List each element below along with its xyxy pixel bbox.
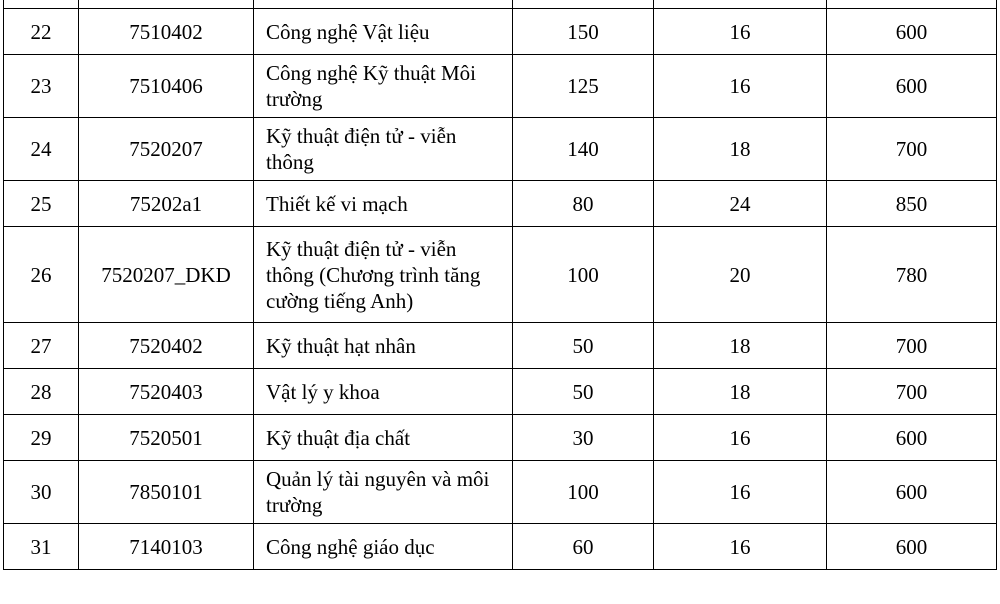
table-row <box>4 227 997 323</box>
cell-major-name: Kỹ thuật điện tử - viễn thông (Chương trình tăng cường tiếng Anh) <box>254 227 513 323</box>
cell-quota: 140 <box>513 118 654 181</box>
cell-min-score: 16 <box>654 55 827 118</box>
cell-stt: 31 <box>4 524 79 570</box>
cell-tuition: 700 <box>827 369 997 415</box>
table-row <box>4 415 997 461</box>
cell-tuition: 700 <box>827 323 997 369</box>
cell-min-score: 16 <box>654 461 827 524</box>
cell-code: 7520501 <box>79 415 254 461</box>
cell-quota: 80 <box>513 181 654 227</box>
table-row <box>4 524 997 570</box>
cell-stt: 29 <box>4 415 79 461</box>
cell-min-score: 18 <box>654 118 827 181</box>
table-row <box>4 369 997 415</box>
cell-quota: 125 <box>513 55 654 118</box>
cell-code: 7520402 <box>79 323 254 369</box>
cell-stt: 23 <box>4 55 79 118</box>
table-row-partial <box>4 0 997 9</box>
cell-stt: 25 <box>4 181 79 227</box>
cell-quota: 150 <box>513 9 654 55</box>
table-row <box>4 55 997 118</box>
cell-code: 7520207 <box>79 118 254 181</box>
cell-tuition: 600 <box>827 524 997 570</box>
cell-quota: 30 <box>513 415 654 461</box>
cell-stt: 26 <box>4 227 79 323</box>
cell-quota: 50 <box>513 323 654 369</box>
cell-code: 7520403 <box>79 369 254 415</box>
cell-stt: 30 <box>4 461 79 524</box>
cell-major-name: Kỹ thuật địa chất <box>254 415 513 461</box>
cell-major-name: Công nghệ Vật liệu <box>254 9 513 55</box>
table-cell <box>513 0 654 9</box>
table-cell <box>4 0 79 9</box>
cell-stt: 28 <box>4 369 79 415</box>
cell-tuition: 600 <box>827 55 997 118</box>
cell-stt: 27 <box>4 323 79 369</box>
cell-code: 75202a1 <box>79 181 254 227</box>
table-row <box>4 118 997 181</box>
cell-major-name: Công nghệ giáo dục <box>254 524 513 570</box>
table-row <box>4 181 997 227</box>
cell-quota: 100 <box>513 227 654 323</box>
table-cell <box>79 0 254 9</box>
cell-stt: 24 <box>4 118 79 181</box>
table-cell <box>827 0 997 9</box>
cell-stt: 22 <box>4 9 79 55</box>
cell-major-name: Thiết kế vi mạch <box>254 181 513 227</box>
cell-code: 7520207_DKD <box>79 227 254 323</box>
cell-code: 7850101 <box>79 461 254 524</box>
cell-code: 7510402 <box>79 9 254 55</box>
cell-min-score: 16 <box>654 9 827 55</box>
cell-code: 7140103 <box>79 524 254 570</box>
cell-tuition: 600 <box>827 461 997 524</box>
cell-major-name: Quản lý tài nguyên và môi trường <box>254 461 513 524</box>
table-row <box>4 9 997 55</box>
cell-tuition: 700 <box>827 118 997 181</box>
cell-tuition: 850 <box>827 181 997 227</box>
admissions-table <box>3 0 997 570</box>
cell-min-score: 24 <box>654 181 827 227</box>
cell-code: 7510406 <box>79 55 254 118</box>
cell-min-score: 16 <box>654 415 827 461</box>
cell-major-name: Kỹ thuật điện tử - viễn thông <box>254 118 513 181</box>
cell-quota: 60 <box>513 524 654 570</box>
cell-quota: 50 <box>513 369 654 415</box>
cell-tuition: 780 <box>827 227 997 323</box>
cell-min-score: 18 <box>654 323 827 369</box>
cell-major-name: Kỹ thuật hạt nhân <box>254 323 513 369</box>
table-cell <box>654 0 827 9</box>
cell-tuition: 600 <box>827 9 997 55</box>
cell-quota: 100 <box>513 461 654 524</box>
cell-min-score: 20 <box>654 227 827 323</box>
table-row <box>4 461 997 524</box>
cell-major-name: Công nghệ Kỹ thuật Môi trường <box>254 55 513 118</box>
table-row <box>4 323 997 369</box>
cell-major-name: Vật lý y khoa <box>254 369 513 415</box>
table-cell <box>254 0 513 9</box>
cell-min-score: 18 <box>654 369 827 415</box>
cell-min-score: 16 <box>654 524 827 570</box>
cell-tuition: 600 <box>827 415 997 461</box>
